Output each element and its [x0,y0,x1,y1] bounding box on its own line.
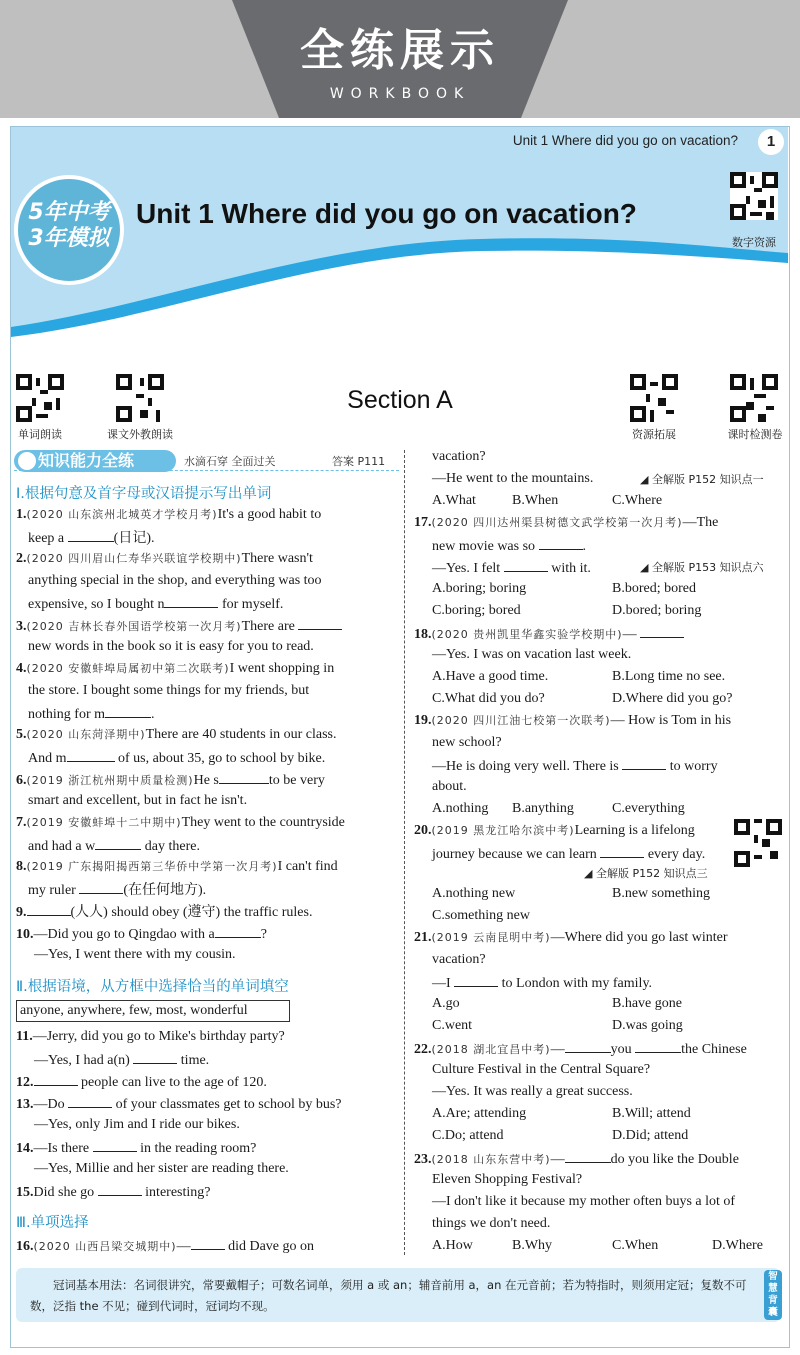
option[interactable]: A.nothing [432,801,489,816]
option[interactable]: C.something new [432,908,530,923]
question-17-line3: —Yes. I felt with it. [432,557,591,579]
answer-reference: 答案 P111 [332,455,386,468]
question-3: 3.(2020 吉林长春外国语学校第一次月考)There are [16,615,342,637]
option[interactable]: C.everything [612,801,685,816]
option[interactable]: B.When [512,493,559,508]
banner-title: 全练展示 [300,25,500,76]
option[interactable]: A.Have a good time. [432,669,549,684]
question-23: 23.(2018 山东东营中考)— do you like the Double [414,1148,739,1170]
series-logo [14,175,124,285]
question-11-line2: —Yes, I had a(n) time. [34,1049,209,1071]
question-16-meta: ◢ 全解版 P152 知识点一 [640,473,764,486]
question-2: 2.(2020 四川眉山仁寿华兴联谊学校期中)There wasn't [16,551,313,566]
question-15: 15.Did she go interesting? [16,1181,210,1203]
answer-blank[interactable] [95,835,141,850]
part3-heading: Ⅲ.单项选择 [16,1215,89,1231]
question-7-line2: and had a w day there. [28,835,200,857]
option[interactable]: C.Where [612,493,663,508]
option[interactable]: A.go [432,996,460,1011]
option[interactable]: D.bored; boring [612,603,702,618]
question-17-line2: new movie was so . [432,535,586,557]
answer-blank[interactable] [67,747,115,762]
header-wave [11,127,788,342]
question-12: 12. people can live to the age of 120. [16,1071,267,1093]
option[interactable]: B.Why [512,1238,553,1253]
question-8-line2: my ruler (在任何地方). [28,879,206,901]
question-8: 8.(2019 广东揭阳揭西第三华侨中学第一次月考)I can't find [16,859,338,874]
banner-subtitle: WORKBOOK [329,86,471,102]
qr-code-icon[interactable] [730,172,778,220]
option[interactable]: B.anything [512,801,574,816]
answer-blank[interactable] [600,843,644,858]
option[interactable]: C.What did you do? [432,691,545,706]
answer-blank[interactable] [215,923,261,938]
option[interactable]: B.bored; bored [612,581,696,596]
question-6-line2: smart and excellent, but in fact he isn't. [28,793,248,808]
option[interactable]: A.nothing new [432,886,516,901]
option[interactable]: C.boring; bored [432,603,521,618]
answer-blank[interactable] [68,1093,112,1108]
answer-blank[interactable] [622,755,666,770]
question-22-line2: Culture Festival in the Central Square? [432,1062,651,1077]
qr-label-test: 课时检测卷 [727,428,783,441]
knowledge-pill [14,450,176,472]
column-divider [404,450,405,1255]
answer-blank[interactable] [79,879,123,894]
question-21-line2: vacation? [432,952,486,967]
question-6: 6.(2019 浙江杭州期中质量检测)He s to be very [16,769,325,791]
question-18: 18.(2020 贵州凯里华鑫实验学校期中)— [414,623,684,645]
qr-code-icon[interactable] [734,819,782,867]
answer-blank[interactable] [565,1038,611,1053]
qr-label-word: 单词朗读 [18,428,62,441]
option[interactable]: D.Did; attend [612,1128,689,1143]
question-19: 19.(2020 四川江油七校第一次联考)— How is Tom in his [414,713,732,728]
option[interactable]: B.Long time no see. [612,669,726,684]
part2-heading: Ⅱ.根据语境，从方框中选择恰当的单词填空 [16,979,289,995]
question-16-line2: vacation? [432,449,486,464]
option[interactable]: A.What [432,493,476,508]
answer-blank[interactable] [219,769,269,784]
option[interactable]: A.Are; attending [432,1106,527,1121]
logo-line1: 5年中考 [28,200,110,225]
pen-icon [18,452,36,470]
option[interactable]: A.boring; boring [432,581,527,596]
question-1-line2: keep a (日记). [28,527,154,549]
option[interactable]: C.went [432,1018,473,1033]
answer-blank[interactable] [98,1181,142,1196]
option[interactable]: B.new something [612,886,710,901]
question-17: 17.(2020 四川达州渠县树德文武学校第一次月考)—The [414,515,719,530]
question-11: 11.—Jerry, did you go to Mike's birthday party? [16,1029,285,1044]
question-21-line3: —I to London with my family. [432,972,652,994]
answer-blank[interactable] [539,535,583,550]
question-5: 5.(2020 山东菏泽期中)There are 40 students in our class. [16,727,337,742]
question-16-line3: —He went to the mountains. [432,471,594,486]
question-2-line2: anything special in the shop, and everything was too [28,573,322,588]
answer-blank[interactable] [133,1049,177,1064]
answer-blank[interactable] [298,615,342,630]
question-19-line3: —He is doing very well. There is to worry [432,755,718,777]
question-23-line2: Eleven Shopping Festival? [432,1172,583,1187]
question-4-line2: the store. I bought some things for my friends, but [28,683,310,698]
option[interactable]: D.was going [612,1018,683,1033]
option[interactable]: C.Do; attend [432,1128,504,1143]
question-2-line3: expensive, so I bought n for myself. [28,593,283,615]
question-14-line2: —Yes, Millie and her sister are reading there. [34,1161,289,1176]
question-20-meta: ◢ 全解版 P152 知识点三 [584,867,708,880]
page-number: 1 [758,129,784,155]
part1-heading: Ⅰ.根据句意及首字母或汉语提示写出单词 [16,486,272,502]
question-19-line4: about. [432,779,467,794]
question-20: 20.(2019 黑龙江哈尔滨中考)Learning is a lifelong [414,823,695,838]
question-4: 4.(2020 安徽蚌埠局属初中第二次联考)I went shopping in [16,661,335,676]
answer-blank[interactable] [34,1071,78,1086]
section-title: Section A [347,386,453,414]
question-5-line2: And m of us, about 35, go to school by bike. [28,747,325,769]
question-20-line2: journey because we can learn every day. [432,843,705,865]
answer-blank[interactable] [105,703,151,718]
unit-title: Unit 1 Where did you go on vacation? [136,198,637,229]
answer-blank[interactable] [454,972,498,987]
answer-blank[interactable] [27,901,71,916]
answer-blank[interactable] [640,623,684,638]
question-1: 1.(2020 山东滨州北城英才学校月考)It's a good habit to [16,507,322,522]
question-17-meta: ◢ 全解版 P153 知识点六 [640,561,764,574]
word-box: anyone, anywhere, few, most, wonderful [16,1000,290,1022]
question-3-line2: new words in the book so it is easy for you to read. [28,639,314,654]
answer-blank[interactable] [93,1137,137,1152]
logo-line2: 3年模拟 [28,226,110,251]
option[interactable]: B.have gone [612,996,682,1011]
top-banner [0,0,800,118]
knowledge-bar [14,450,392,470]
option[interactable]: D.Where [712,1238,763,1253]
question-16: 16.(2020 山西吕梁交城期中)— did Dave go on [16,1235,314,1257]
knowledge-title: 知识能力全练 [38,451,135,470]
answer-blank[interactable] [191,1235,225,1250]
answer-blank[interactable] [68,527,114,542]
question-13: 13.—Do of your classmates get to school by bus? [16,1093,342,1115]
knowledge-slogan: 水滴石穿 全面过关 [184,455,276,468]
question-10-line2: —Yes, I went there with my cousin. [34,947,236,962]
footer-side-tab: 智慧背囊 [764,1270,782,1320]
unit-header [11,127,788,342]
question-23-line4: things we don't need. [432,1216,551,1231]
option[interactable]: A.How [432,1238,473,1253]
qr-label-digital: 数字资源 [732,236,776,249]
footer-tip [16,1268,780,1322]
question-22-line3: —Yes. It was really a great success. [432,1084,633,1099]
option[interactable]: C.When [612,1238,659,1253]
answer-blank[interactable] [164,593,218,608]
question-18-line2: —Yes. I was on vacation last week. [432,647,632,662]
answer-blank[interactable] [565,1148,611,1163]
running-head: Unit 1 Where did you go on vacation? [512,133,738,148]
qr-label-reading: 课文外教朗读 [107,428,173,441]
question-23-line3: —I don't like it because my mother often buys a lot of [432,1194,736,1209]
question-7: 7.(2019 安徽蚌埠十二中期中)They went to the countryside [16,815,345,830]
qr-label-expand: 资源拓展 [632,428,676,441]
answer-blank[interactable] [504,557,548,572]
question-13-line2: —Yes, only Jim and I ride our bikes. [34,1117,240,1132]
footer-tip-text: 冠词基本用法：名词很讲究，常要戴帽子；可数名词单，须用 a 或 an；辅音前用 a，an 在元音前；若为特指时，则须用定冠；复数不可数，泛指 the 不见；碰到代词时，冠词均不现。 [30,1278,747,1313]
option[interactable]: B.Will; attend [612,1106,691,1121]
question-21: 21.(2019 云南昆明中考)—Where did you go last winter [414,930,728,945]
knowledge-underline [14,470,399,471]
answer-blank[interactable] [635,1038,681,1053]
question-4-line3: nothing for m . [28,703,155,725]
question-14: 14.—Is there in the reading room? [16,1137,256,1159]
option[interactable]: D.Where did you go? [612,691,733,706]
question-22: 22.(2018 湖北宜昌中考)— you the Chinese [414,1038,747,1060]
question-19-line2: new school? [432,735,502,750]
question-10: 10.—Did you go to Qingdao with a ? [16,923,267,945]
question-9: 9. (人人) should obey (遵守) the traffic rules. [16,901,312,923]
